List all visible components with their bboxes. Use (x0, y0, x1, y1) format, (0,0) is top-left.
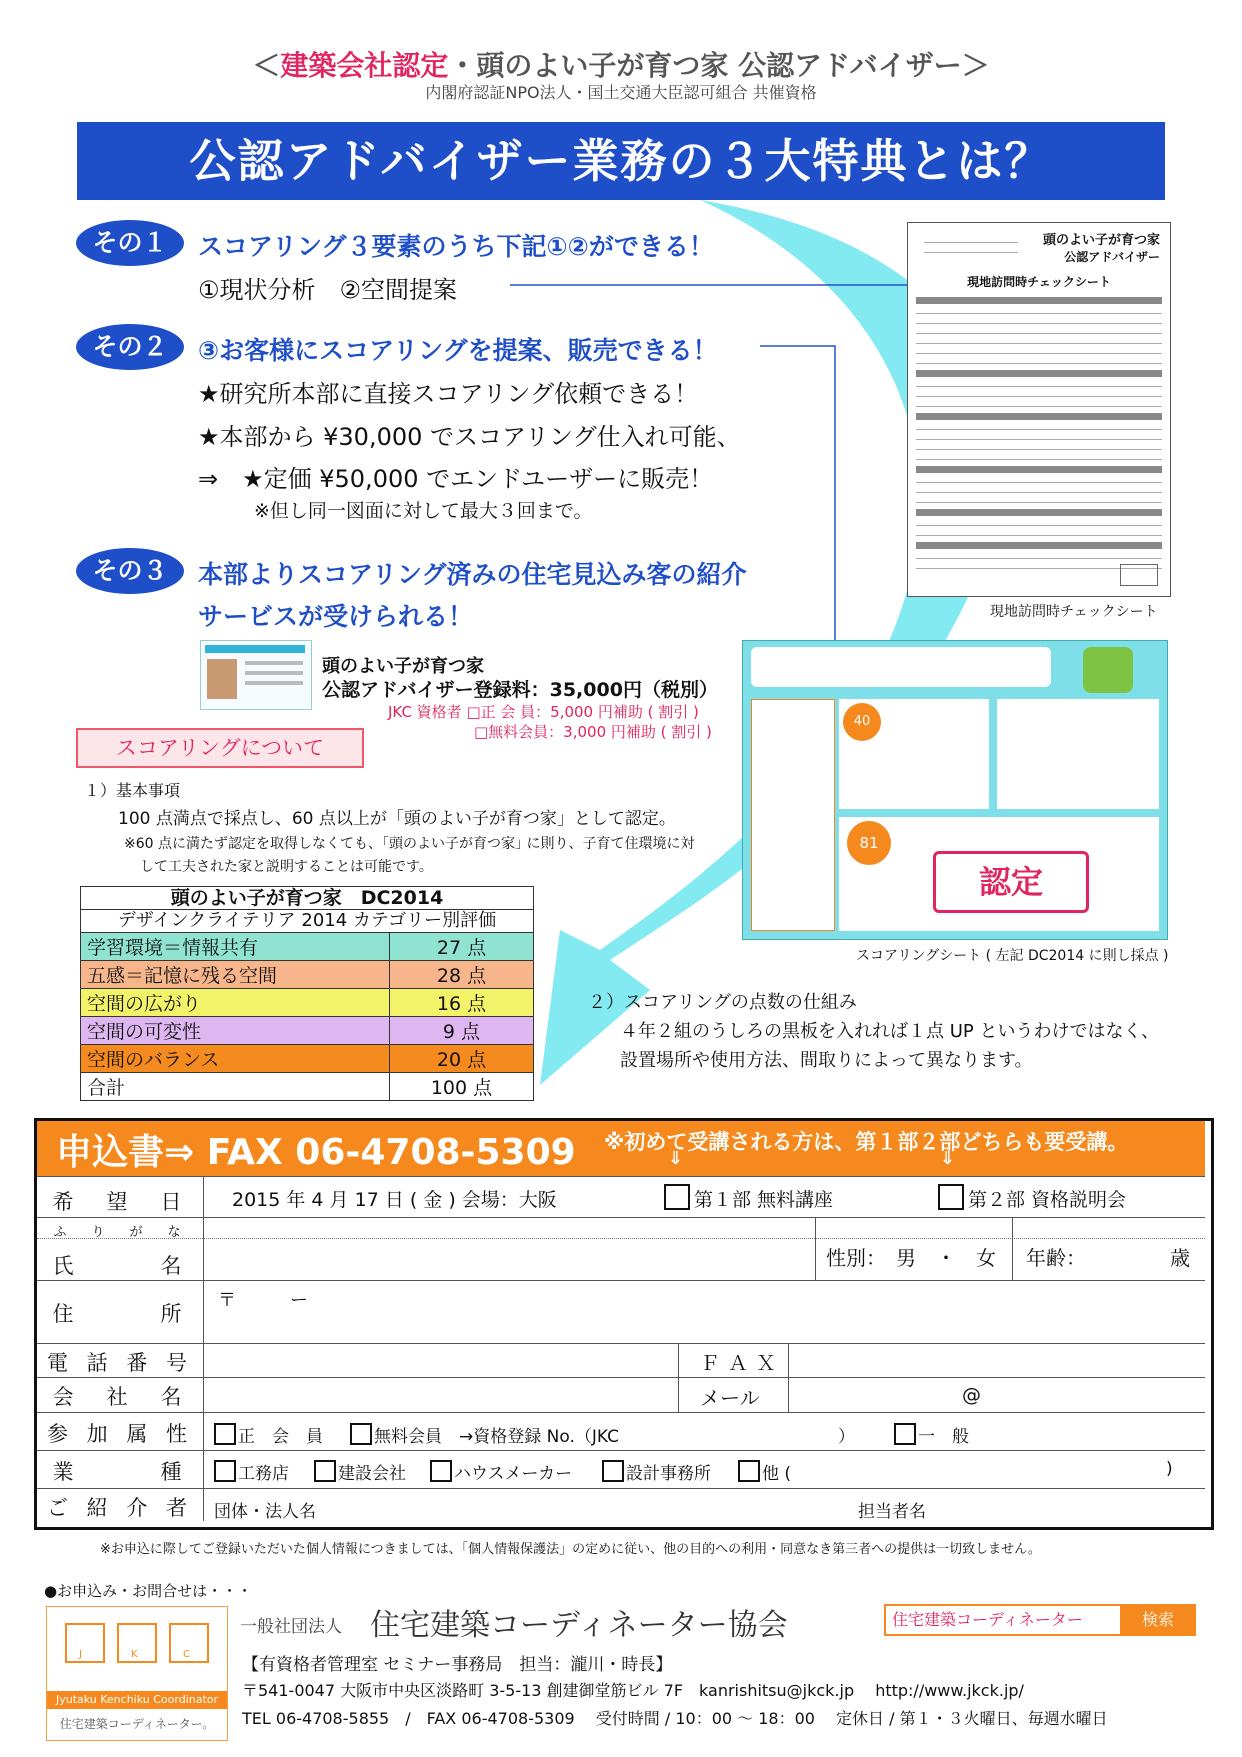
scoring-section-label: スコアリングについて (76, 728, 364, 768)
membership-general-checkbox[interactable]: 一 般 (894, 1422, 969, 1447)
eval-row: 学習環境＝情報共有 27 点 (81, 933, 534, 961)
part1-checkbox[interactable]: 第１部 無料講座 (664, 1184, 833, 1212)
label-introducer: ご 紹 介 者 (46, 1496, 194, 1520)
form-note: ※初めて受講される方は、第１部２部どちらも要受講。 (604, 1130, 1129, 1154)
header-subtitle: 内閣府認証NPO法人・国土交通大臣認可組合 共催資格 (425, 83, 817, 102)
form-title: 申込書⇒ FAX 06-4708-5309 (56, 1132, 576, 1173)
benefit-2-title: ③お客様にスコアリングを提案、販売できる！ (198, 336, 718, 365)
name-input[interactable] (204, 1239, 815, 1279)
industry-housemaker-checkbox[interactable]: ハウスメーカー (430, 1459, 572, 1484)
benefit-2-line-2: ★本部から ¥30,000 でスコアリング仕入れ可能、 (198, 423, 741, 451)
contact-dept: 【有資格者管理室 セミナー事務局 担当：瀧川・時長】 (242, 1655, 673, 1675)
membership-close: ） (838, 1427, 855, 1447)
org-name: 住宅建築コーディネーター協会 (370, 1608, 788, 1643)
industry-other-close: ) (1166, 1459, 1173, 1479)
benefit-1-title: スコアリング３要素のうち下記①②ができる！ (198, 232, 714, 261)
benefit-1-line: ①現状分析 ②空間提案 (198, 276, 458, 304)
contact-lead: ●お申込み・お問合せは・・・ (44, 1582, 253, 1600)
label-industry: 業 種 (52, 1460, 188, 1484)
introducer-person[interactable]: 担当者名 (858, 1502, 926, 1522)
eval-row: 空間の可変性 9 点 (81, 1017, 534, 1045)
search-button[interactable]: 検索 (1120, 1604, 1196, 1636)
membership-free-checkbox[interactable]: 無料会員 →資格登録 No.（JKC (350, 1422, 619, 1447)
eval-row: 空間の広がり 16 点 (81, 989, 534, 1017)
benefit-2-line-3: ⇒ ★定価 ¥50,000 でエンドユーザーに販売！ (198, 465, 714, 493)
contact-tel: TEL 06-4708-5855 / FAX 06-4708-5309 受付時間 / 10：00 〜 18：00 定休日 / 第１・３火曜日、毎週水曜日 (242, 1709, 1108, 1728)
registration-jkc-free: □無料会員：3,000 円補助 ( 割引 ) (474, 723, 712, 741)
search-input[interactable]: 住宅建築コーディネーター (884, 1604, 1130, 1636)
industry-other-checkbox[interactable]: 他 ( (738, 1459, 791, 1484)
benefit-3-title-2: サービスが受けられる！ (198, 602, 474, 631)
furigana-input[interactable] (204, 1218, 815, 1238)
age-unit: 歳 (1170, 1246, 1190, 1270)
arrow-down-icon: ⇓ (940, 1148, 956, 1169)
benefit-3-title: 本部よりスコアリング済みの住宅見込み客の紹介 (198, 560, 747, 589)
benefit-2-line-1: ★研究所本部に直接スコアリング依頼できる！ (198, 380, 699, 408)
advisor-card-image (200, 640, 312, 710)
benefit-1-pill: その１ (76, 220, 184, 266)
privacy-note: ※お申込に際してご登録いただいた個人情報につきましては、「個人情報保護法」の定めに従い、他の目的への利用・同意なき第三者への提供は一切致しません。 (100, 1542, 1041, 1557)
registration-jkc-regular: JKC 資格者 □正 会 員：5,000 円補助 ( 割引 ) (388, 703, 699, 721)
industry-construction-checkbox[interactable]: 建設会社 (314, 1459, 406, 1484)
label-address: 住 所 (52, 1302, 188, 1326)
contact-address: 〒541-0047 大阪市中央区淡路町 3-5-13 創建御堂筋ビル 7F kanrishitsu@jkck.jp http://www.jkck.jp/ (242, 1681, 1024, 1700)
org-prefix: 一般社団法人 (240, 1617, 342, 1637)
evaluation-table: 頭のよい子が育つ家 DC2014 デザインクライテリア 2014 カテゴリー別評価 学習環境＝情報共有 27 点 五感＝記憶に残る空間 28 点 空間の広がり 16 点 空間の可変性 9 点 空間のバランス 20 点 合計 100 点 (80, 886, 534, 1101)
part2-checkbox[interactable]: 第２部 資格説明会 (938, 1184, 1126, 1212)
benefit-3-pill: その３ (76, 548, 184, 594)
date-value: 2015 年 4 月 17 日 ( 金 ) 会場：大阪 (232, 1189, 557, 1211)
eval-row: 空間のバランス 20 点 (81, 1045, 534, 1073)
registration-fee: 公認アドバイザー登録料：35,000円（税別） (322, 679, 718, 701)
scoring-mechanism-title: ２）スコアリングの点数の仕組み (588, 992, 857, 1013)
scoring-basic-body: 100 点満点で採点し、60 点以上が「頭のよい子が育つ家」として認定。 (118, 809, 676, 829)
scoring-mechanism-body-2: 設置場所や使用方法、間取りによって異なります。 (620, 1050, 1033, 1071)
label-date: 希 望 日 (52, 1190, 188, 1214)
benefit-2-pill: その２ (76, 324, 184, 370)
scoring-basic-title: １）基本事項 (84, 781, 181, 800)
scoring-sheet-image: 40 81 認定 (742, 640, 1168, 940)
address-input[interactable]: 〒 ー (218, 1290, 308, 1311)
gender-field[interactable]: 性別： 男 ・ 女 (826, 1246, 996, 1270)
introducer-org[interactable]: 団体・法人名 (214, 1502, 316, 1522)
age-label: 年齢： (1026, 1246, 1086, 1270)
scoring-basic-note-2: して工夫された家と説明することは可能です。 (140, 859, 433, 875)
scoring-sheet-caption: スコアリングシート ( 左記 DC2014 に則し採点 ) (856, 948, 1169, 964)
label-name: 氏 名 (52, 1254, 188, 1278)
industry-design-checkbox[interactable]: 設計事務所 (602, 1459, 711, 1484)
arrow-down-icon: ⇓ (668, 1148, 684, 1169)
label-company: 会 社 名 (52, 1385, 188, 1409)
mail-input[interactable]: @ (962, 1384, 981, 1406)
checksheet-caption: 現地訪問時チェックシート (990, 604, 1158, 620)
phone-input[interactable] (204, 1344, 678, 1377)
industry-builder-checkbox[interactable]: 工務店 (214, 1459, 289, 1484)
eval-row: 五感＝記憶に残る空間 28 点 (81, 961, 534, 989)
mail-label: メール (700, 1386, 760, 1410)
label-membership: 参 加 属 性 (46, 1422, 194, 1446)
scoring-mechanism-body-1: ４年２組のうしろの黒板を入れれば１点 UP というわけではなく、 (620, 1021, 1160, 1042)
fax-label: ＦＡＸ (700, 1351, 784, 1375)
membership-regular-checkbox[interactable]: 正 会 員 (214, 1422, 323, 1447)
header-title: ＜建築会社認定・頭のよい子が育つ家 公認アドバイザー＞ (252, 49, 990, 82)
registration-name: 頭のよい子が育つ家 (322, 656, 484, 677)
checksheet-image: 頭のよい子が育つ家 公認アドバイザー 現地訪問時チェックシート (907, 222, 1171, 597)
fax-input[interactable] (789, 1344, 1205, 1377)
label-phone: 電 話 番 号 (46, 1351, 194, 1375)
jkc-logo: J K C Jyutaku Kenchiku Coordinator 住宅建築コーディネーター。 (46, 1606, 228, 1741)
label-furigana: ふ り が な (53, 1225, 187, 1240)
scoring-basic-note-1: ※60 点に満たず認定を取得しなくても、｢頭のよい子が育つ家｣ に則り、子育て住環境に対 (124, 836, 695, 852)
eval-row: 合計 100 点 (81, 1073, 534, 1101)
main-banner: 公認アドバイザー業務の３大特典とは？ (77, 122, 1165, 200)
company-input[interactable] (204, 1378, 678, 1411)
benefit-2-note: ※但し同一図面に対して最大３回まで。 (254, 500, 593, 522)
